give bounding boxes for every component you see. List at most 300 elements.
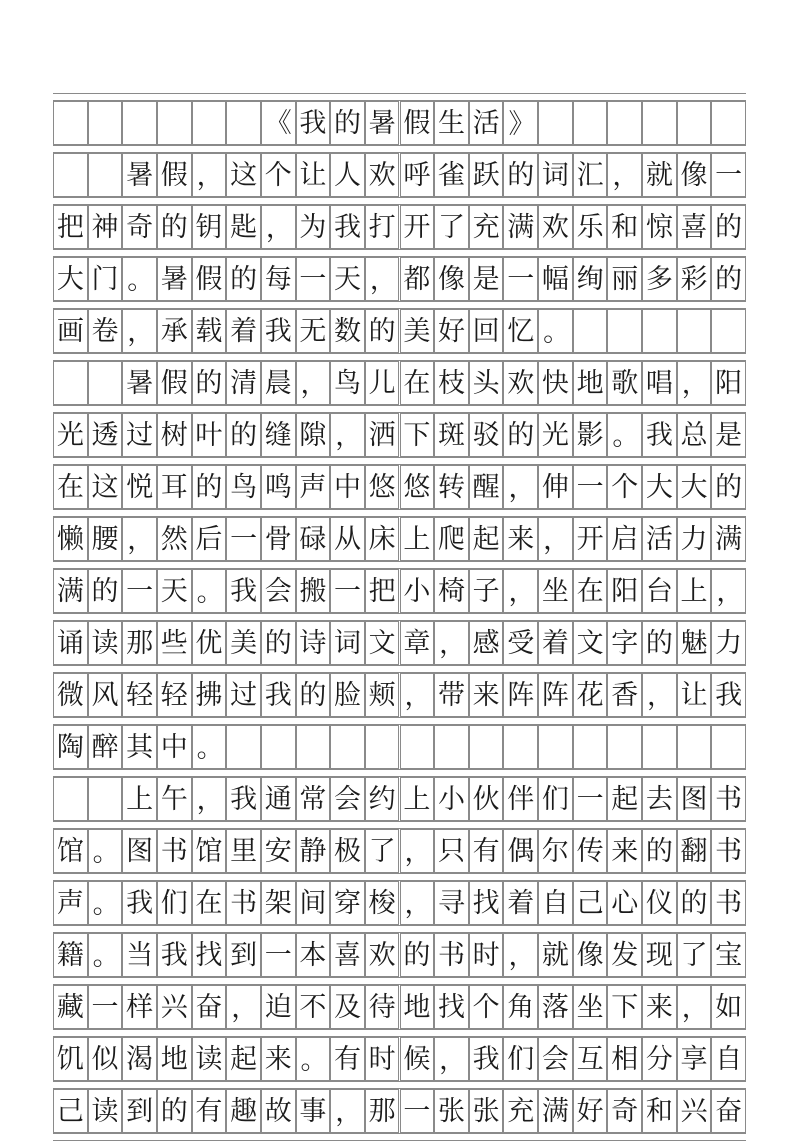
grid-spacer-band xyxy=(53,613,746,621)
grid-row xyxy=(53,413,746,457)
char-cell: 活 xyxy=(642,517,677,561)
char-cell: 小 xyxy=(400,569,435,613)
char-cell: 好 xyxy=(573,1089,608,1133)
char-cell: 有 xyxy=(469,829,504,873)
empty-cell xyxy=(88,777,123,821)
char-cell: 让 xyxy=(677,673,712,717)
empty-cell xyxy=(330,725,365,769)
char-cell: 斑 xyxy=(434,413,469,457)
char-cell: 了 xyxy=(365,829,400,873)
char-cell: 的 xyxy=(642,621,677,665)
char-cell: ， xyxy=(400,673,435,717)
char-cell: 诗 xyxy=(296,621,331,665)
char-cell: 像 xyxy=(573,933,608,977)
char-cell: 然 xyxy=(157,517,192,561)
char-cell: 馆 xyxy=(53,829,88,873)
empty-cell xyxy=(607,725,642,769)
char-cell: 馆 xyxy=(192,829,227,873)
char-cell: 间 xyxy=(296,881,331,925)
empty-cell xyxy=(192,101,227,145)
char-cell: 声 xyxy=(296,465,331,509)
char-cell: 样 xyxy=(122,985,157,1029)
char-cell: 跃 xyxy=(469,153,504,197)
char-cell: 来 xyxy=(503,517,538,561)
char-cell: 互 xyxy=(573,1037,608,1081)
char-cell: 来 xyxy=(607,829,642,873)
char-cell: 书 xyxy=(711,881,746,925)
char-cell: 》 xyxy=(503,101,538,145)
char-cell: ， xyxy=(434,621,469,665)
char-cell: 把 xyxy=(365,569,400,613)
grid-row xyxy=(53,621,746,665)
char-cell: 上 xyxy=(122,777,157,821)
char-cell: 魅 xyxy=(677,621,712,665)
grid-row xyxy=(53,881,746,925)
char-cell: 兴 xyxy=(157,985,192,1029)
char-cell: 。 xyxy=(88,933,123,977)
empty-cell xyxy=(642,101,677,145)
char-cell: 一 xyxy=(573,465,608,509)
grid-spacer-band xyxy=(53,509,746,517)
empty-cell xyxy=(53,777,88,821)
char-cell: 一 xyxy=(88,985,123,1029)
empty-cell xyxy=(538,725,573,769)
char-cell: 有 xyxy=(330,1037,365,1081)
char-cell: 仪 xyxy=(642,881,677,925)
char-cell: 耳 xyxy=(157,465,192,509)
char-cell: 力 xyxy=(677,517,712,561)
char-cell: 的 xyxy=(192,465,227,509)
char-cell: 伸 xyxy=(538,465,573,509)
char-cell: 来 xyxy=(469,673,504,717)
grid-spacer-band xyxy=(53,1133,746,1141)
char-cell: 惊 xyxy=(642,205,677,249)
char-cell: 儿 xyxy=(365,361,400,405)
char-cell: 卷 xyxy=(88,309,123,353)
char-cell: 落 xyxy=(538,985,573,1029)
char-cell: 承 xyxy=(157,309,192,353)
char-cell: 迫 xyxy=(261,985,296,1029)
char-cell: 钥 xyxy=(192,205,227,249)
char-cell: 些 xyxy=(157,621,192,665)
char-cell: 花 xyxy=(573,673,608,717)
char-cell: 。 xyxy=(296,1037,331,1081)
char-cell: 如 xyxy=(711,985,746,1029)
char-cell: 力 xyxy=(711,621,746,665)
grid-spacer-band xyxy=(53,301,746,309)
char-cell: 颊 xyxy=(365,673,400,717)
char-cell: ， xyxy=(365,257,400,301)
empty-cell xyxy=(88,361,123,405)
char-cell: 极 xyxy=(330,829,365,873)
char-cell: 忆 xyxy=(503,309,538,353)
char-cell: 藏 xyxy=(53,985,88,1029)
char-cell: 事 xyxy=(296,1089,331,1133)
char-cell: 满 xyxy=(711,517,746,561)
char-cell: 地 xyxy=(400,985,435,1029)
char-cell: 常 xyxy=(296,777,331,821)
char-cell: 起 xyxy=(607,777,642,821)
char-cell: ， xyxy=(538,517,573,561)
char-cell: 喜 xyxy=(330,933,365,977)
char-cell: 来 xyxy=(261,1037,296,1081)
char-cell: 我 xyxy=(296,101,331,145)
char-cell: 故 xyxy=(261,1089,296,1133)
grid-row xyxy=(53,465,746,509)
char-cell: 相 xyxy=(607,1037,642,1081)
empty-cell xyxy=(607,309,642,353)
char-cell: ， xyxy=(122,309,157,353)
char-cell: 骨 xyxy=(261,517,296,561)
char-cell: 床 xyxy=(365,517,400,561)
grid-row xyxy=(53,361,746,405)
char-cell: 们 xyxy=(538,777,573,821)
char-cell: 着 xyxy=(503,881,538,925)
char-cell: 。 xyxy=(88,829,123,873)
char-cell: 我 xyxy=(261,673,296,717)
empty-cell xyxy=(711,101,746,145)
char-cell: 都 xyxy=(400,257,435,301)
char-cell: 过 xyxy=(122,413,157,457)
char-cell: 暑 xyxy=(122,361,157,405)
char-cell: 寻 xyxy=(434,881,469,925)
char-cell: 不 xyxy=(296,985,331,1029)
char-cell: 满 xyxy=(53,569,88,613)
char-cell: 的 xyxy=(157,1089,192,1133)
char-cell: 饥 xyxy=(53,1037,88,1081)
char-cell: 的 xyxy=(226,257,261,301)
char-cell: 神 xyxy=(88,205,123,249)
char-cell: 架 xyxy=(261,881,296,925)
char-cell: ， xyxy=(607,153,642,197)
char-cell: 分 xyxy=(642,1037,677,1081)
grid-row xyxy=(53,725,746,769)
char-cell: 会 xyxy=(330,777,365,821)
char-cell: 子 xyxy=(469,569,504,613)
char-cell: 宝 xyxy=(711,933,746,977)
char-cell: 光 xyxy=(53,413,88,457)
char-cell: 在 xyxy=(53,465,88,509)
char-cell: ， xyxy=(503,933,538,977)
empty-cell xyxy=(53,101,88,145)
empty-cell xyxy=(157,101,192,145)
char-cell: 一 xyxy=(330,569,365,613)
char-cell: 驳 xyxy=(469,413,504,457)
char-cell: 隙 xyxy=(296,413,331,457)
grid-spacer-band xyxy=(53,197,746,205)
empty-cell xyxy=(573,725,608,769)
char-cell: 安 xyxy=(261,829,296,873)
char-cell: 词 xyxy=(538,153,573,197)
char-cell: ， xyxy=(122,517,157,561)
char-cell: 和 xyxy=(607,205,642,249)
char-cell: 生 xyxy=(434,101,469,145)
char-cell: 偶 xyxy=(503,829,538,873)
empty-cell xyxy=(88,153,123,197)
char-cell: 地 xyxy=(573,361,608,405)
char-cell: 拂 xyxy=(192,673,227,717)
grid-row xyxy=(53,777,746,821)
char-cell: 人 xyxy=(330,153,365,197)
char-cell: 就 xyxy=(538,933,573,977)
char-cell: 乐 xyxy=(573,205,608,249)
char-cell: ， xyxy=(677,361,712,405)
char-cell: 缝 xyxy=(261,413,296,457)
empty-cell xyxy=(53,361,88,405)
char-cell: 的 xyxy=(400,933,435,977)
char-cell: 这 xyxy=(88,465,123,509)
char-cell: 会 xyxy=(261,569,296,613)
char-cell: 找 xyxy=(434,985,469,1029)
char-cell: 感 xyxy=(469,621,504,665)
char-cell: 只 xyxy=(434,829,469,873)
char-cell: ， xyxy=(642,673,677,717)
char-cell: 的 xyxy=(296,673,331,717)
grid-spacer-band xyxy=(53,405,746,413)
char-cell: 的 xyxy=(503,153,538,197)
char-cell: 个 xyxy=(469,985,504,1029)
char-cell: 天 xyxy=(157,569,192,613)
char-cell: 一 xyxy=(226,517,261,561)
char-cell: 大 xyxy=(677,465,712,509)
char-cell: 读 xyxy=(192,1037,227,1081)
char-cell: 快 xyxy=(538,361,573,405)
char-cell: 其 xyxy=(122,725,157,769)
empty-cell xyxy=(607,101,642,145)
char-cell: 一 xyxy=(711,153,746,197)
char-cell: 上 xyxy=(400,517,435,561)
char-cell: 活 xyxy=(469,101,504,145)
char-cell: ， xyxy=(503,569,538,613)
char-cell: 来 xyxy=(642,985,677,1029)
char-cell: 。 xyxy=(192,569,227,613)
grid-row xyxy=(53,673,746,717)
char-cell: 通 xyxy=(261,777,296,821)
grid-spacer-band xyxy=(53,821,746,829)
char-cell: 载 xyxy=(192,309,227,353)
char-cell: 起 xyxy=(226,1037,261,1081)
char-cell: 的 xyxy=(711,257,746,301)
char-cell: 鸟 xyxy=(226,465,261,509)
grid-spacer-band xyxy=(53,1081,746,1089)
grid-row xyxy=(53,205,746,249)
char-cell: 诵 xyxy=(53,621,88,665)
char-cell: 我 xyxy=(642,413,677,457)
char-cell: 树 xyxy=(157,413,192,457)
char-cell: 那 xyxy=(122,621,157,665)
char-cell: 阳 xyxy=(711,361,746,405)
char-cell: 找 xyxy=(469,881,504,925)
char-cell: 丽 xyxy=(607,257,642,301)
char-cell: 枝 xyxy=(434,361,469,405)
char-cell: 轻 xyxy=(122,673,157,717)
char-cell: 角 xyxy=(503,985,538,1029)
empty-cell xyxy=(677,725,712,769)
char-cell: 有 xyxy=(192,1089,227,1133)
char-cell: 一 xyxy=(573,777,608,821)
char-cell: 绚 xyxy=(573,257,608,301)
char-cell: 的 xyxy=(365,309,400,353)
char-cell: 假 xyxy=(157,361,192,405)
empty-cell xyxy=(677,101,712,145)
char-cell: 翻 xyxy=(677,829,712,873)
char-cell: 的 xyxy=(677,881,712,925)
char-cell: 的 xyxy=(226,413,261,457)
char-cell: 读 xyxy=(88,1089,123,1133)
empty-cell xyxy=(642,725,677,769)
char-cell: 爬 xyxy=(434,517,469,561)
char-cell: 地 xyxy=(157,1037,192,1081)
grid-spacer-band xyxy=(53,353,746,361)
char-cell: 悠 xyxy=(365,465,400,509)
char-cell: 约 xyxy=(365,777,400,821)
char-cell: 会 xyxy=(538,1037,573,1081)
char-cell: 搬 xyxy=(296,569,331,613)
char-cell: 陶 xyxy=(53,725,88,769)
char-cell: 享 xyxy=(677,1037,712,1081)
char-cell: 及 xyxy=(330,985,365,1029)
char-cell: 籍 xyxy=(53,933,88,977)
grid-row xyxy=(53,569,746,613)
grid-spacer-band xyxy=(53,561,746,569)
char-cell: 每 xyxy=(261,257,296,301)
char-cell: 大 xyxy=(53,257,88,301)
char-cell: 透 xyxy=(88,413,123,457)
char-cell: 无 xyxy=(296,309,331,353)
char-cell: 就 xyxy=(642,153,677,197)
char-cell: 美 xyxy=(226,621,261,665)
char-cell: 悠 xyxy=(400,465,435,509)
char-cell: 满 xyxy=(503,205,538,249)
char-cell: 。 xyxy=(607,413,642,457)
empty-cell xyxy=(365,725,400,769)
char-cell: 幅 xyxy=(538,257,573,301)
char-cell: 去 xyxy=(642,777,677,821)
char-cell: ， xyxy=(261,205,296,249)
char-cell: 转 xyxy=(434,465,469,509)
char-cell: 图 xyxy=(677,777,712,821)
char-cell: 在 xyxy=(400,361,435,405)
grid-row xyxy=(53,1037,746,1081)
char-cell: 心 xyxy=(607,881,642,925)
char-cell: 奇 xyxy=(607,1089,642,1133)
char-cell: 洒 xyxy=(365,413,400,457)
char-cell: 光 xyxy=(538,413,573,457)
char-cell: 上 xyxy=(400,777,435,821)
char-cell: 暑 xyxy=(157,257,192,301)
char-cell: 我 xyxy=(261,309,296,353)
char-cell: 文 xyxy=(573,621,608,665)
char-cell: 。 xyxy=(122,257,157,301)
char-cell: 是 xyxy=(469,257,504,301)
char-cell: 优 xyxy=(192,621,227,665)
char-cell: 暑 xyxy=(365,101,400,145)
char-cell: 的 xyxy=(261,621,296,665)
char-cell: 当 xyxy=(122,933,157,977)
char-cell: 们 xyxy=(157,881,192,925)
char-cell: 里 xyxy=(226,829,261,873)
char-cell: 着 xyxy=(538,621,573,665)
char-cell: 台 xyxy=(642,569,677,613)
grid-spacer-band xyxy=(53,873,746,881)
char-cell: 文 xyxy=(365,621,400,665)
char-cell: 的 xyxy=(503,413,538,457)
char-cell: 一 xyxy=(503,257,538,301)
grid-row xyxy=(53,101,746,145)
char-cell: 带 xyxy=(434,673,469,717)
char-cell: 书 xyxy=(711,777,746,821)
char-cell: 静 xyxy=(296,829,331,873)
grid-row xyxy=(53,933,746,977)
grid-spacer-band xyxy=(53,457,746,465)
char-cell: 渴 xyxy=(122,1037,157,1081)
char-cell: 穿 xyxy=(330,881,365,925)
char-cell: 是 xyxy=(711,413,746,457)
char-cell: 阵 xyxy=(503,673,538,717)
char-cell: 晨 xyxy=(261,361,296,405)
char-cell: 的 xyxy=(157,205,192,249)
char-cell: 午 xyxy=(157,777,192,821)
char-cell: 大 xyxy=(642,465,677,509)
char-cell: 的 xyxy=(192,361,227,405)
empty-cell xyxy=(296,725,331,769)
char-cell: 像 xyxy=(434,257,469,301)
empty-cell xyxy=(469,725,504,769)
char-cell: 趣 xyxy=(226,1089,261,1133)
char-cell: 书 xyxy=(711,829,746,873)
char-cell: 了 xyxy=(677,933,712,977)
char-cell: 在 xyxy=(573,569,608,613)
grid-row xyxy=(53,153,746,197)
char-cell: 叶 xyxy=(192,413,227,457)
char-cell: 。 xyxy=(192,725,227,769)
empty-cell xyxy=(88,101,123,145)
empty-cell xyxy=(226,101,261,145)
char-cell: 奋 xyxy=(192,985,227,1029)
char-cell: 这 xyxy=(226,153,261,197)
char-cell: 伴 xyxy=(503,777,538,821)
char-cell: 中 xyxy=(330,465,365,509)
char-cell: 我 xyxy=(226,569,261,613)
char-cell: 个 xyxy=(607,465,642,509)
char-cell: ， xyxy=(400,881,435,925)
char-cell: 我 xyxy=(469,1037,504,1081)
char-cell: 到 xyxy=(226,933,261,977)
char-cell: 个 xyxy=(261,153,296,197)
char-cell: 我 xyxy=(122,881,157,925)
char-cell: 雀 xyxy=(434,153,469,197)
empty-cell xyxy=(122,101,157,145)
char-cell: 充 xyxy=(469,205,504,249)
char-cell: 梭 xyxy=(365,881,400,925)
empty-cell xyxy=(53,153,88,197)
char-cell: ， xyxy=(226,985,261,1029)
char-cell: 下 xyxy=(400,413,435,457)
char-cell: 让 xyxy=(296,153,331,197)
grid-spacer-band xyxy=(53,93,746,101)
char-cell: 假 xyxy=(192,257,227,301)
grid-row xyxy=(53,257,746,301)
char-cell: 时 xyxy=(365,1037,400,1081)
char-cell: 己 xyxy=(573,881,608,925)
char-cell: 匙 xyxy=(226,205,261,249)
char-cell: ， xyxy=(192,153,227,197)
char-cell: 轻 xyxy=(157,673,192,717)
char-cell: 把 xyxy=(53,205,88,249)
char-cell: 画 xyxy=(53,309,88,353)
char-cell: 声 xyxy=(53,881,88,925)
char-cell: 张 xyxy=(469,1089,504,1133)
